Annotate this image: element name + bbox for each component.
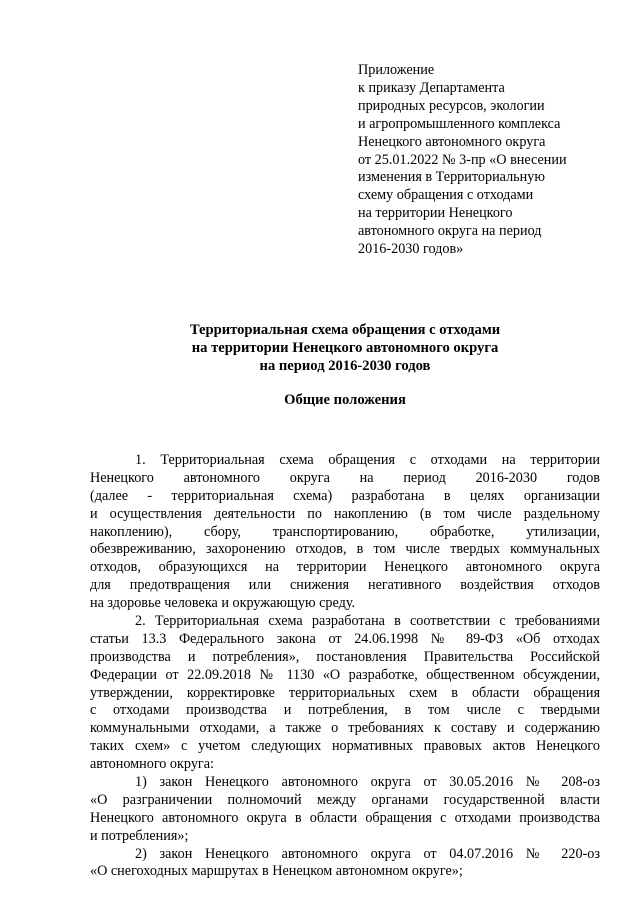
- appendix-line: изменения в Территориальную: [358, 169, 545, 186]
- body-line: таких схем» с учетом следующих нормативных правовых актов Ненецкого: [90, 738, 600, 755]
- body-line: Ненецкого автономного округа в области обращения с отходами производства: [90, 809, 600, 826]
- appendix-line: автономного округа на период: [358, 223, 542, 240]
- title-line: Территориальная схема обращения с отходами: [189, 322, 501, 338]
- body-line: автономного округа:: [90, 756, 214, 773]
- document-title: [90, 322, 600, 375]
- document-body: [90, 452, 600, 881]
- body-line: (далее - территориальная схема) разработана в целях организации: [90, 487, 600, 504]
- body-line: и потребления»;: [90, 827, 189, 844]
- body-line: коммунальными отходами, а также о требованиях к составу и содержанию: [90, 720, 600, 737]
- body-line: «О разграничении полномочий между органами государственной власти: [90, 791, 600, 808]
- body-line: «О снегоходных маршрутах в Ненецком автономном округе»;: [90, 863, 463, 880]
- appendix-line: на территории Ненецкого: [358, 205, 513, 222]
- body-line: 2) закон Ненецкого автономного округа от 04.07.2016 № 220-оз: [135, 845, 600, 862]
- body-line: для предотвращения или снижения негативного воздействия отходов: [90, 577, 600, 594]
- appendix-line: и агропромышленного комплекса: [358, 115, 561, 132]
- appendix-line: Ненецкого автономного округа: [358, 133, 546, 150]
- appendix-line: схему обращения с отходами: [358, 187, 534, 204]
- appendix-line: природных ресурсов, экологии: [358, 97, 545, 114]
- appendix-line: 2016-2030 годов»: [358, 241, 464, 258]
- body-line: обезвреживанию, захоронению отходов, в том числе твердых коммунальных: [90, 541, 600, 558]
- appendix-header: [358, 62, 618, 259]
- appendix-line: от 25.01.2022 № 3-пр «О внесении: [358, 151, 567, 168]
- body-line: Федерации от 22.09.2018 № 1130 «О разработке, общественном обсуждении,: [90, 666, 600, 683]
- appendix-line: Приложение: [358, 62, 435, 78]
- body-line: Ненецкого автономного округа на период 2016-2030 годов: [90, 469, 600, 486]
- body-line: и осуществления деятельности по накоплению (в том числе раздельному: [90, 505, 600, 522]
- body-line: накоплению), сбору, транспортированию, обработке, утилизации,: [90, 523, 600, 540]
- body-line: утверждении, корректировке территориальных схем в области обращения: [90, 684, 600, 701]
- body-line: 1) закон Ненецкого автономного округа от 30.05.2016 № 208-оз: [135, 774, 600, 791]
- title-line: на территории Ненецкого автономного округа: [191, 339, 499, 356]
- section-heading: Общие положения: [284, 392, 406, 408]
- body-line: на здоровье человека и окружающую среду.: [90, 595, 356, 612]
- body-line: отходов, образующихся на территории Ненецкого автономного округа: [90, 559, 600, 576]
- appendix-line: к приказу Департамента: [358, 79, 505, 96]
- title-line: на период 2016-2030 годов: [259, 357, 431, 374]
- body-line: 1. Территориальная схема обращения с отходами на территории: [135, 452, 600, 468]
- body-line: производства и потребления», постановления Правительства Российской: [90, 648, 600, 665]
- body-line: с отходами производства и потребления, в том числе с твердыми: [90, 702, 600, 719]
- body-line: статьи 13.3 Федерального закона от 24.06.1998 № 89-ФЗ «Об отходах: [90, 630, 600, 647]
- body-line: 2. Территориальная схема разработана в соответствии с требованиями: [135, 613, 600, 630]
